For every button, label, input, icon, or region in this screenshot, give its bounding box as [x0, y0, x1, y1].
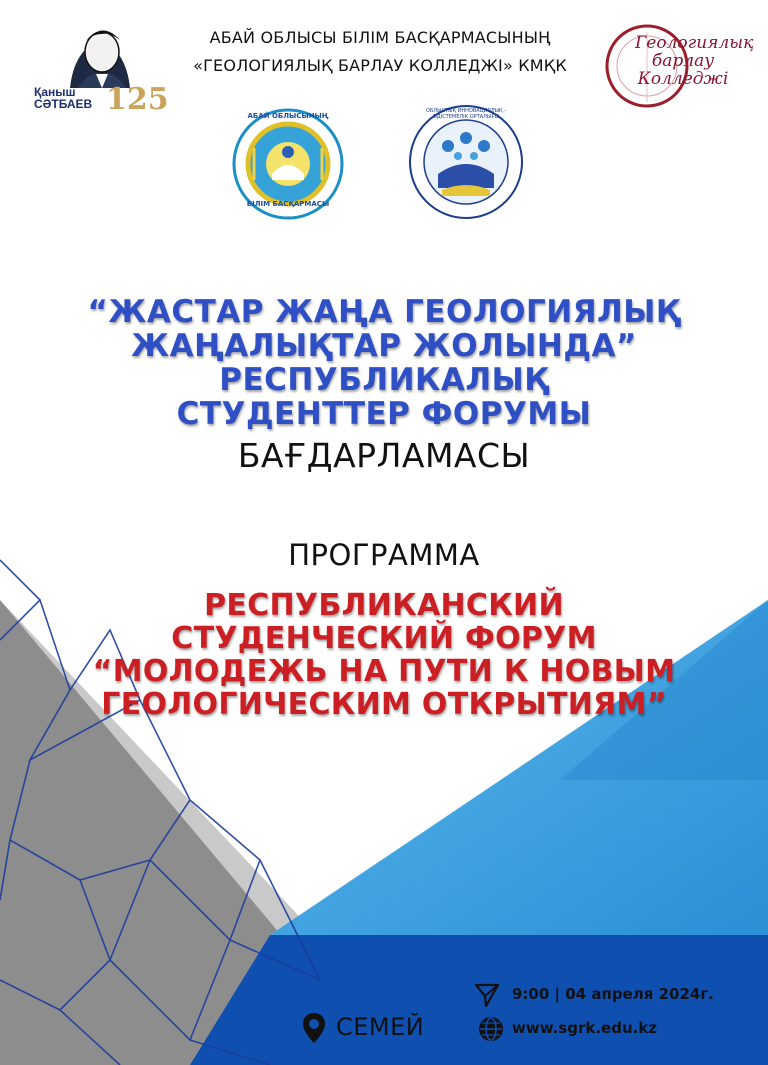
methodical-center-logo: [408, 104, 524, 220]
title-ru-line2: СТУДЕНЧЕСКИЙ ФОРУМ: [171, 621, 597, 656]
satbayev-125-number: 125: [106, 82, 169, 117]
satbayev-125-logo: [30, 10, 169, 120]
title-kz-line4: СТУДЕНТТЕР ФОРУМЫ: [176, 396, 592, 432]
title-ru-line1: РЕСПУБЛИКАНСКИЙ: [204, 588, 564, 623]
header-line-2: «ГЕОЛОГИЯЛЫҚ БАРЛАУ КОЛЛЕДЖІ» КМҚК: [193, 56, 567, 75]
title-kz-line3: РЕСПУБЛИКАЛЫҚ: [219, 362, 549, 398]
abai-logo-top-text: АБАЙ ОБЛЫСЫНЫҢ: [247, 112, 329, 120]
send-icon: [474, 982, 500, 1008]
abai-logo-bottom-text: БІЛІМ БАСҚАРМАСЫ: [246, 200, 330, 208]
globe-icon: [478, 1016, 504, 1042]
satbayev-name-line1: Қаныш: [34, 85, 76, 99]
title-ru-line3: “МОЛОДЕЖЬ НА ПУТИ К НОВЫМ: [92, 654, 676, 689]
location-pin-icon: [302, 1012, 326, 1044]
title-kz-line2: ЖАҢАЛЫҚТАР ЖОЛЫНДА”: [131, 328, 637, 364]
college-logo-line2: барлау: [651, 51, 715, 71]
website-link[interactable]: www.sgrk.edu.kz: [512, 1019, 658, 1037]
satbayev-name-line2: СӘТБАЕВ: [34, 97, 93, 111]
college-logo-line3: Колледжі: [637, 69, 729, 89]
title-kz-line1: “ЖАСТАР ЖАҢА ГЕОЛОГИЯЛЫҚ: [87, 294, 681, 330]
college-logo: [603, 22, 754, 108]
methodical-center-ring-text: ОБЛЫСТЫҚ ИННОВАЦИЯЛЫҚ - ӘДІСТЕМЕЛІК ОРТАЛЫҒЫ: [426, 108, 506, 120]
title-ru-line4: ГЕОЛОГИЧЕСКИМ ОТКРЫТИЯМ”: [101, 687, 667, 722]
college-logo-line1: Геологиялық: [635, 33, 754, 53]
event-datetime: 9:00 | 04 апреля 2024г.: [512, 985, 714, 1003]
program-ru-heading: ПРОГРАММА: [288, 538, 480, 572]
event-location: СЕМЕЙ: [336, 1013, 425, 1041]
header-line-1: АБАЙ ОБЛЫСЫ БІЛІМ БАСҚАРМАСЫНЫҢ: [209, 28, 551, 47]
program-kz-heading: БАҒДАРЛАМАСЫ: [237, 436, 531, 475]
